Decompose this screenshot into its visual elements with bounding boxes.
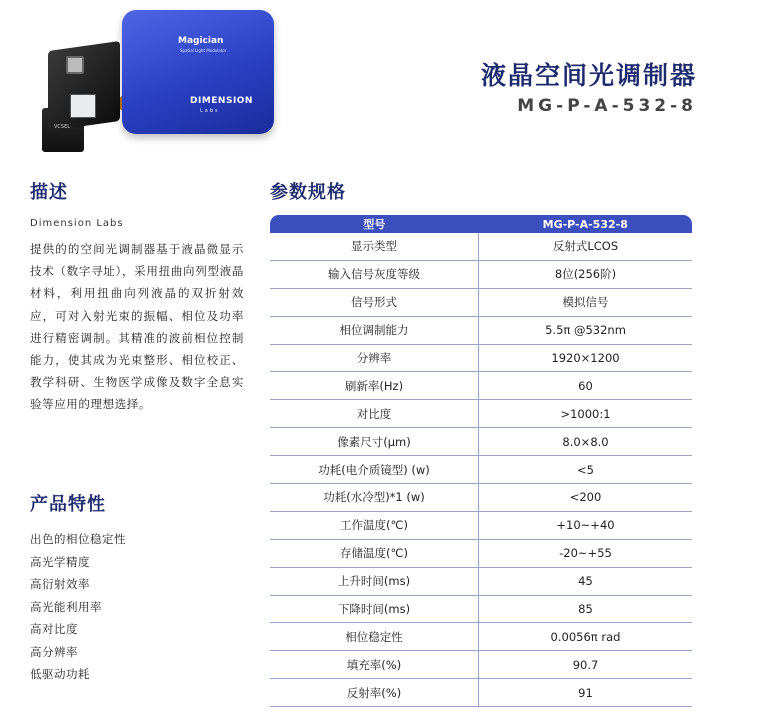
spec-value: 85 <box>479 595 693 623</box>
spec-row <box>270 567 692 595</box>
spec-param: 相位稳定性 <box>270 623 479 651</box>
brand-logo-labs: Labs <box>200 108 220 114</box>
page-title: 液晶空间光调制器 <box>480 61 697 90</box>
spec-row <box>270 595 692 623</box>
product-image <box>40 8 280 156</box>
spec-row <box>270 539 692 567</box>
brand-logo-sub: Spatial Light Modulator <box>180 48 227 53</box>
description-text: 提供的的空间光调制器基于液晶微显示技术（数字寻址），采用扭曲向列型液晶材料，利用扭曲向列液晶的双折射效应，可对入射光束的振幅、相位及功率进行精密调制。其精准的波前相位控制能力，使其成为光束整形、相位校正、教学科研、生物医学成像及数字全息实验等应用的理想选择。 <box>30 242 244 412</box>
spec-param: 下降时间(ms) <box>270 595 479 623</box>
lcos-window <box>70 94 96 118</box>
spec-value: >1000:1 <box>479 400 693 428</box>
specs-heading: 参数规格 <box>270 182 346 203</box>
spec-value: 模拟信号 <box>479 288 693 316</box>
spec-row <box>270 260 692 288</box>
spec-param: 存储温度(℃) <box>270 539 479 567</box>
features-heading: 产品特性 <box>30 494 106 515</box>
feature-item: 高对比度 <box>30 622 78 636</box>
spec-value: 反射式LCOS <box>479 233 693 260</box>
spec-param: 对比度 <box>270 400 479 428</box>
mount-label: VCSEL <box>54 124 71 130</box>
model-number: MG-P-A-532-8 <box>517 96 697 116</box>
spec-param: 显示类型 <box>270 233 479 260</box>
spec-row <box>270 316 692 344</box>
feature-item: 高衍射效率 <box>30 577 90 591</box>
driver-box <box>122 10 274 134</box>
feature-item: 高光能利用率 <box>30 599 102 614</box>
spec-param: 输入信号灰度等级 <box>270 260 479 288</box>
spec-row <box>270 400 692 428</box>
spec-param: 信号形式 <box>270 288 479 316</box>
spec-value: 1920×1200 <box>479 344 693 372</box>
feature-item: 高分辨率 <box>30 644 78 659</box>
spec-param: 刷新率(Hz) <box>270 372 479 400</box>
feature-item: 高光学精度 <box>30 554 90 569</box>
feature-item: 出色的相位稳定性 <box>30 532 126 546</box>
spec-param: 填充率(%) <box>270 651 479 679</box>
spec-value: 91 <box>479 679 693 707</box>
spec-header-row <box>270 215 692 233</box>
spec-row <box>270 344 692 372</box>
spec-param: 上升时间(ms) <box>270 567 479 595</box>
spec-table <box>270 215 692 707</box>
spec-value: 8位(256阶) <box>479 260 693 288</box>
spec-row <box>270 456 692 484</box>
spec-row <box>270 651 692 679</box>
spec-param: 分辨率 <box>270 344 479 372</box>
spec-header-param: 型号 <box>270 215 479 233</box>
spec-value: 5.5π @532nm <box>479 316 693 344</box>
spec-row <box>270 679 692 707</box>
brand-logo-bottom: DIMENSION <box>190 96 253 106</box>
feature-item: 低驱动功耗 <box>30 667 90 681</box>
spec-row <box>270 428 692 456</box>
spec-param: 反射率(%) <box>270 679 479 707</box>
brand-logo-top: Magician <box>178 36 224 46</box>
spec-row <box>270 511 692 539</box>
spec-param: 功耗(水冷型)*1 (w) <box>270 484 479 512</box>
spec-value: 8.0×8.0 <box>479 428 693 456</box>
spec-row <box>270 623 692 651</box>
spec-header-value: MG-P-A-532-8 <box>479 215 693 233</box>
spec-row <box>270 288 692 316</box>
spec-row <box>270 233 692 260</box>
spec-value: 45 <box>479 567 693 595</box>
description-heading: 描述 <box>30 182 68 203</box>
spec-param: 像素尺寸(μm) <box>270 428 479 456</box>
spec-param: 功耗(电介质镜型) (w) <box>270 456 479 484</box>
spec-value: -20~+55 <box>479 539 693 567</box>
spec-value: 60 <box>479 372 693 400</box>
spec-value: <5 <box>479 456 693 484</box>
feature-list <box>30 528 126 686</box>
spec-value: 0.0056π rad <box>479 623 693 651</box>
spec-value: +10~+40 <box>479 511 693 539</box>
spec-param: 工作温度(℃) <box>270 511 479 539</box>
spec-param: 相位调制能力 <box>270 316 479 344</box>
company-name: Dimension Labs <box>30 218 124 229</box>
mount-knob <box>66 56 84 74</box>
spec-value: <200 <box>479 484 693 512</box>
spec-row <box>270 372 692 400</box>
spec-row <box>270 484 692 512</box>
spec-value: 90.7 <box>479 651 693 679</box>
